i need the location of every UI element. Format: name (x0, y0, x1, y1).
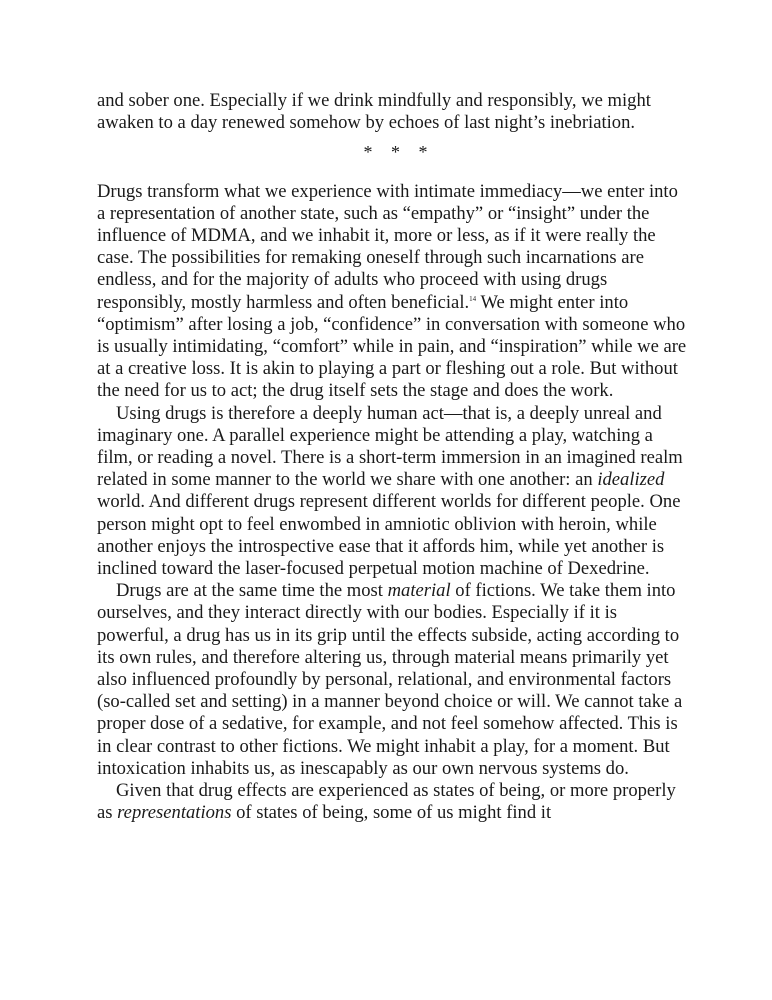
paragraph-text: Using drugs is therefore a deeply human act—that is, a deeply unreal and imaginary one. A parallel experience might be attending a play, watching a film, or reading a novel. There is a short-term immersion in an imagined realm related in some manner to the world we share with one another: an (97, 402, 683, 491)
paragraph-material-fictions (97, 580, 687, 780)
paragraph-text: Drugs are at the same time the most (116, 580, 388, 602)
paragraph-text: We might enter into “optimism” after losing a job, “confidence” in conversation with someone who is usually intimidating, “comfort” while in pain, and “inspiration” while we are at a creative loss. It is akin to playing a part or fleshing out a role. But without the need for us to act; the drug itself sets the stage and does the work. (97, 291, 687, 402)
emphasis-text: material (387, 580, 451, 602)
emphasis-text: representations (117, 802, 232, 824)
paragraph-text: of fictions. We take them into ourselves, and they interact directly with our bodies. Especially if it is powerful, a drug has us in its grip until the effects subside, acting according to its own rules, and therefore altering us, through material means primarily yet also influenced profoundly by personal, relational, and environmental factors (so-called set and setting) in a manner beyond choice or will. We cannot take a proper dose of a sedative, for example, and not feel somehow affected. This is in clear contrast to other fictions. We might inhabit a play, for a moment. But intoxication inhabits us, as inescapably as our own nervous systems do. (97, 580, 683, 779)
paragraph-states-of-being (97, 780, 687, 824)
section-separator: * * * (363, 142, 435, 163)
paragraph-continued: and sober one. Especially if we drink mindfully and responsibly, we might awaken to a day renewed somehow by echoes of last night’s inebriation. (97, 90, 651, 134)
paragraph-human-act (97, 403, 687, 581)
paragraph-text: Drugs transform what we experience with intimate immediacy—we enter into a representation of another state, such as “empathy” or “insight” under the influence of MDMA, and we inhabit it, more or less, as if it were really the case. The possibilities for remaking oneself through such incarnations are endless, and for the majority of adults who proceed with using drugs responsibly, mostly harmless and often beneficial. (97, 180, 678, 313)
footnote-marker[interactable]: 14 (469, 294, 477, 303)
book-page (97, 90, 687, 825)
emphasis-text: idealized (597, 469, 665, 491)
paragraph-text: Given that drug effects are experienced as states of being, or more properly as (97, 780, 676, 824)
paragraph-text: world. And different drugs represent different worlds for different people. One person might opt to feel enwombed in amniotic oblivion with heroin, while another enjoys the introspective ease that it affords him, while yet another is inclined toward the laser-focused perpetual motion machine of Dexedrine. (97, 491, 681, 580)
paragraph-text: of states of being, some of us might find it (231, 802, 552, 824)
paragraph-drugs-transform (97, 181, 687, 403)
